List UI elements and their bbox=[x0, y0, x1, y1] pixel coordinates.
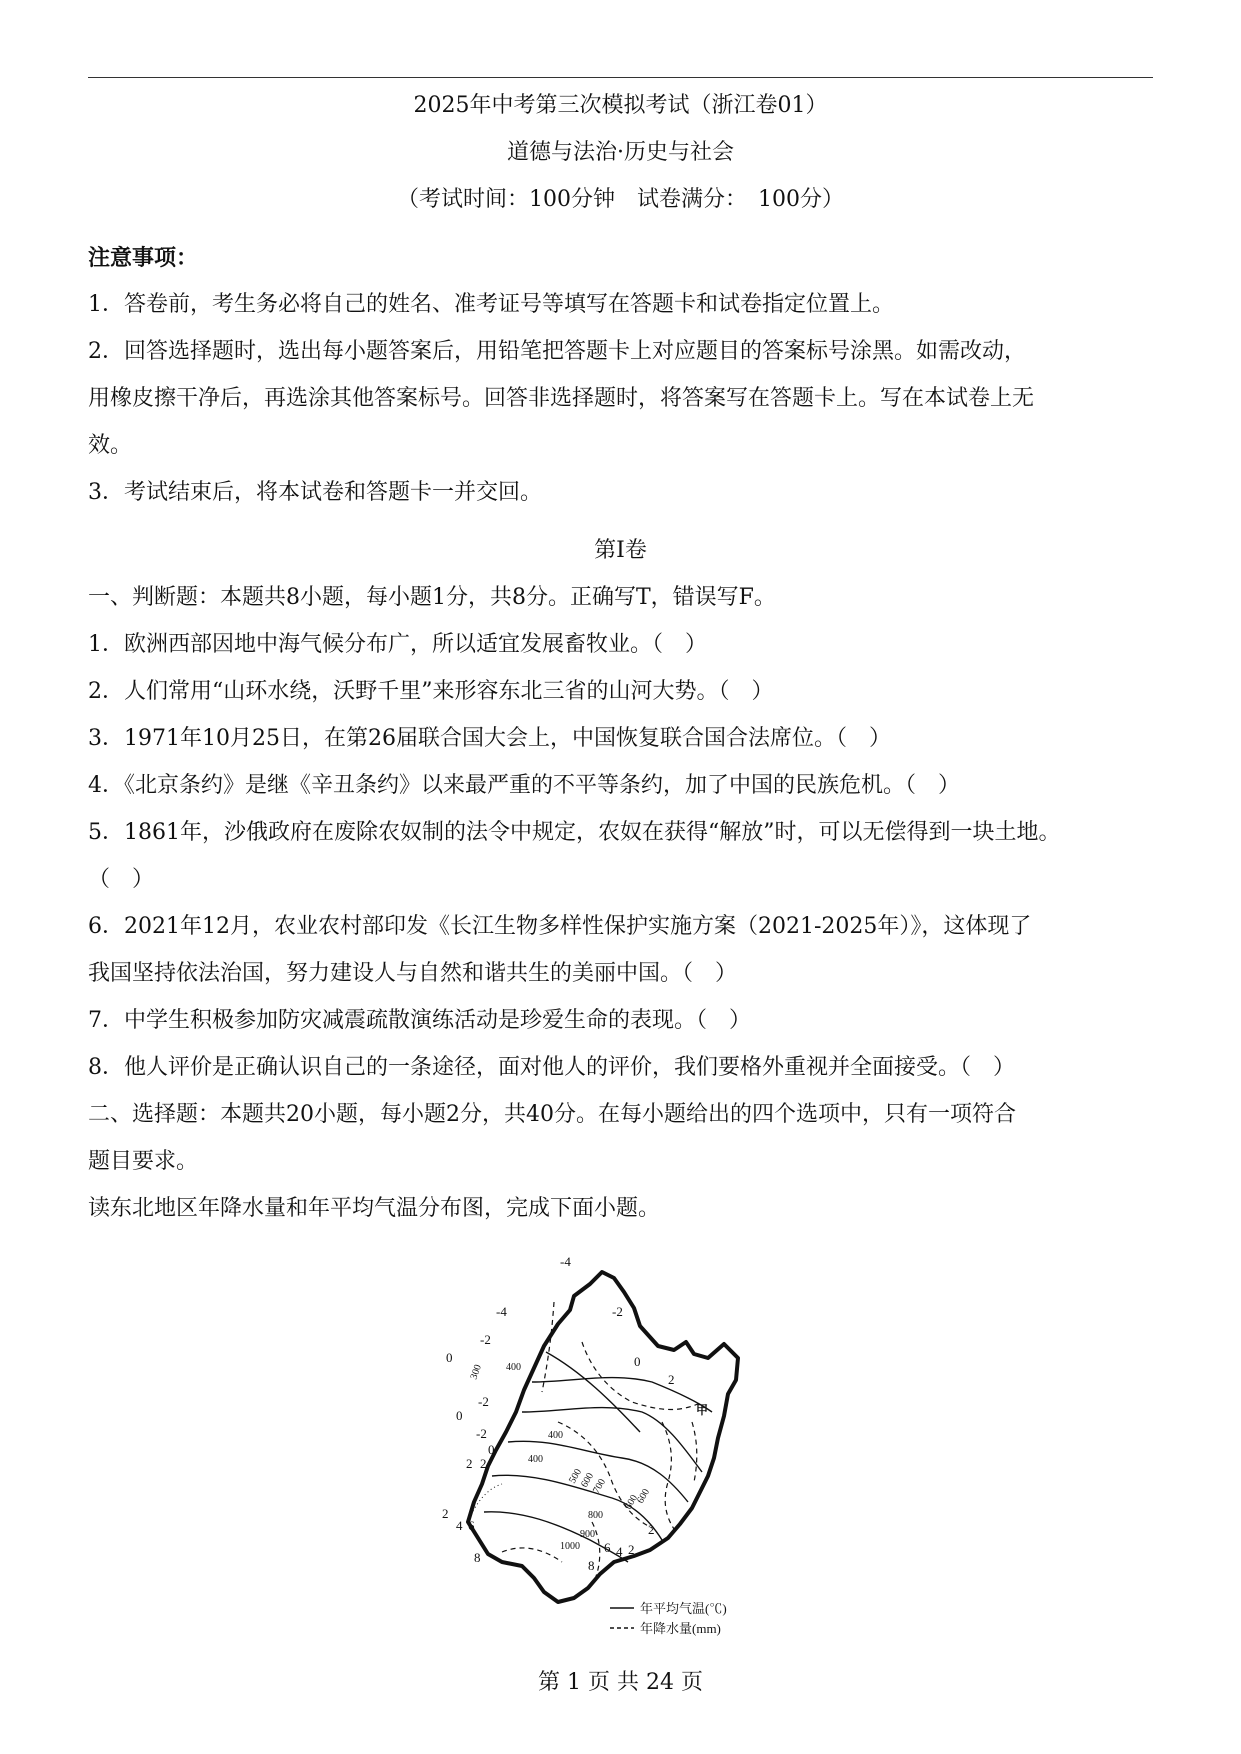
place-label-jia: 甲 bbox=[696, 1403, 709, 1417]
isotherm-line bbox=[546, 1352, 640, 1432]
section2-heading: 二、选择题：本题共20小题，每小题2分，共40分。在每小题给出的四个选项中，只有一项符合 bbox=[88, 1102, 1016, 1127]
question-line: （ ） bbox=[88, 867, 155, 892]
note-line: 1．答卷前，考生务必将自己的姓名、准考证号等填写在答题卡和试卷指定位置上。 bbox=[88, 292, 894, 317]
temp-label: 2 bbox=[442, 1506, 449, 1521]
isohyet-line bbox=[502, 1548, 562, 1562]
isohyet-line bbox=[692, 1422, 697, 1482]
exam-info: （考试时间：100分钟 试卷满分： 100分） bbox=[397, 187, 844, 212]
precip-label: 600 bbox=[635, 1487, 653, 1506]
temp-label: -4 bbox=[496, 1304, 507, 1319]
legend-temp-label: 年平均气温(℃) bbox=[640, 1601, 727, 1616]
precip-label: 600 bbox=[579, 1471, 597, 1490]
precip-label: 500 bbox=[567, 1467, 585, 1486]
exam-title: 2025年中考第三次模拟考试（浙江卷01） bbox=[413, 93, 828, 118]
question-line: 8．他人评价是正确认识自己的一条途径，面对他人的评价，我们要格外重视并全面接受。（ ） bbox=[88, 1055, 1016, 1080]
map-boundary bbox=[468, 1272, 738, 1602]
question-line: 2．人们常用“山环水绕，沃野千里”来形容东北三省的山河大势。（ ） bbox=[88, 679, 774, 704]
question-line: 我国坚持依法治国，努力建设人与自然和谐共生的美丽中国。（ ） bbox=[88, 961, 738, 986]
temp-label: 0 bbox=[456, 1408, 463, 1423]
temp-label: -2 bbox=[476, 1426, 487, 1441]
temp-label: 6 bbox=[604, 1540, 611, 1555]
isotherm-line bbox=[532, 1378, 712, 1412]
temp-label: 8 bbox=[588, 1558, 595, 1573]
temp-label: 6 bbox=[468, 1518, 475, 1533]
temp-label: 0 bbox=[488, 1442, 495, 1457]
isohyet-line bbox=[582, 1342, 702, 1410]
precip-label: 700 bbox=[591, 1477, 609, 1496]
question-line: 1．欧洲西部因地中海气候分布广，所以适宜发展畜牧业。（ ） bbox=[88, 632, 707, 657]
temp-label: 2 bbox=[628, 1542, 635, 1557]
precip-label: 400 bbox=[548, 1430, 563, 1441]
precip-label: 1000 bbox=[560, 1541, 580, 1552]
note-line: 3．考试结束后，将本试卷和答题卡一并交回。 bbox=[88, 480, 542, 505]
legend-precip-label: 年降水量(mm) bbox=[640, 1621, 721, 1636]
temp-label: 0 bbox=[634, 1354, 641, 1369]
note-line: 2．回答选择题时，选出每小题答案后，用铅笔把答题卡上对应题目的答案标号涂黑。如需改动， bbox=[88, 339, 1027, 364]
temp-label: 2 bbox=[648, 1522, 655, 1537]
question-line: 3．1971年10月25日，在第26届联合国大会上，中国恢复联合国合法席位。（ ） bbox=[88, 726, 891, 751]
header-rule bbox=[88, 77, 1153, 78]
question-line: 6．2021年12月，农业农村部印发《长江生物多样性保护实施方案（2021-2025年）》，这体现了 bbox=[88, 914, 1032, 939]
temp-label: 4 bbox=[456, 1518, 463, 1533]
temp-label: -2 bbox=[478, 1394, 489, 1409]
precip-label: 400 bbox=[528, 1454, 543, 1465]
question-line: 4．《北京条约》是继《辛丑条约》以来最严重的不平等条约，加了中国的民族危机。（ ） bbox=[88, 773, 961, 798]
section2-intro: 读东北地区年降水量和年平均气温分布图，完成下面小题。 bbox=[88, 1196, 661, 1221]
volume-title: 第Ⅰ卷 bbox=[594, 538, 647, 563]
temp-label: -2 bbox=[612, 1304, 623, 1319]
section1-heading: 一、判断题：本题共8小题，每小题1分，共8分。正确写T，错误写F。 bbox=[88, 585, 776, 610]
northeast-climate-map bbox=[438, 1254, 803, 1636]
question-line: 7．中学生积极参加防灾减震疏散演练活动是珍爱生命的表现。（ ） bbox=[88, 1008, 751, 1033]
precip-label: 800 bbox=[588, 1510, 603, 1521]
section2-heading-cont: 题目要求。 bbox=[88, 1149, 199, 1174]
precip-label: 300 bbox=[468, 1363, 484, 1382]
temp-label: 2 bbox=[480, 1456, 487, 1471]
precip-label: 900 bbox=[580, 1529, 595, 1540]
notes-heading: 注意事项： bbox=[88, 245, 199, 271]
temp-label: 8 bbox=[474, 1550, 481, 1565]
note-line: 用橡皮擦干净后，再选涂其他答案标号。回答非选择题时，将答案写在答题卡上。写在本试卷上无 bbox=[88, 386, 1035, 411]
temp-label: 2 bbox=[466, 1456, 473, 1471]
note-line: 效。 bbox=[88, 433, 133, 458]
exam-subject: 道德与法治·历史与社会 bbox=[507, 140, 734, 165]
isotherm-line bbox=[492, 1475, 662, 1540]
precip-label: 600 bbox=[623, 1493, 641, 1512]
temp-label: -2 bbox=[480, 1332, 491, 1347]
temp-label: 2 bbox=[668, 1372, 675, 1387]
question-line: 5．1861年，沙俄政府在废除农奴制的法令中规定，农奴在获得“解放”时，可以无偿得到一块土地。 bbox=[88, 820, 1061, 845]
page-footer: 第 1 页 共 24 页 bbox=[538, 1670, 703, 1695]
temp-label: 4 bbox=[616, 1544, 623, 1559]
temp-label: -4 bbox=[560, 1254, 571, 1269]
precip-label: 400 bbox=[506, 1362, 521, 1373]
temp-label: 0 bbox=[446, 1350, 453, 1365]
